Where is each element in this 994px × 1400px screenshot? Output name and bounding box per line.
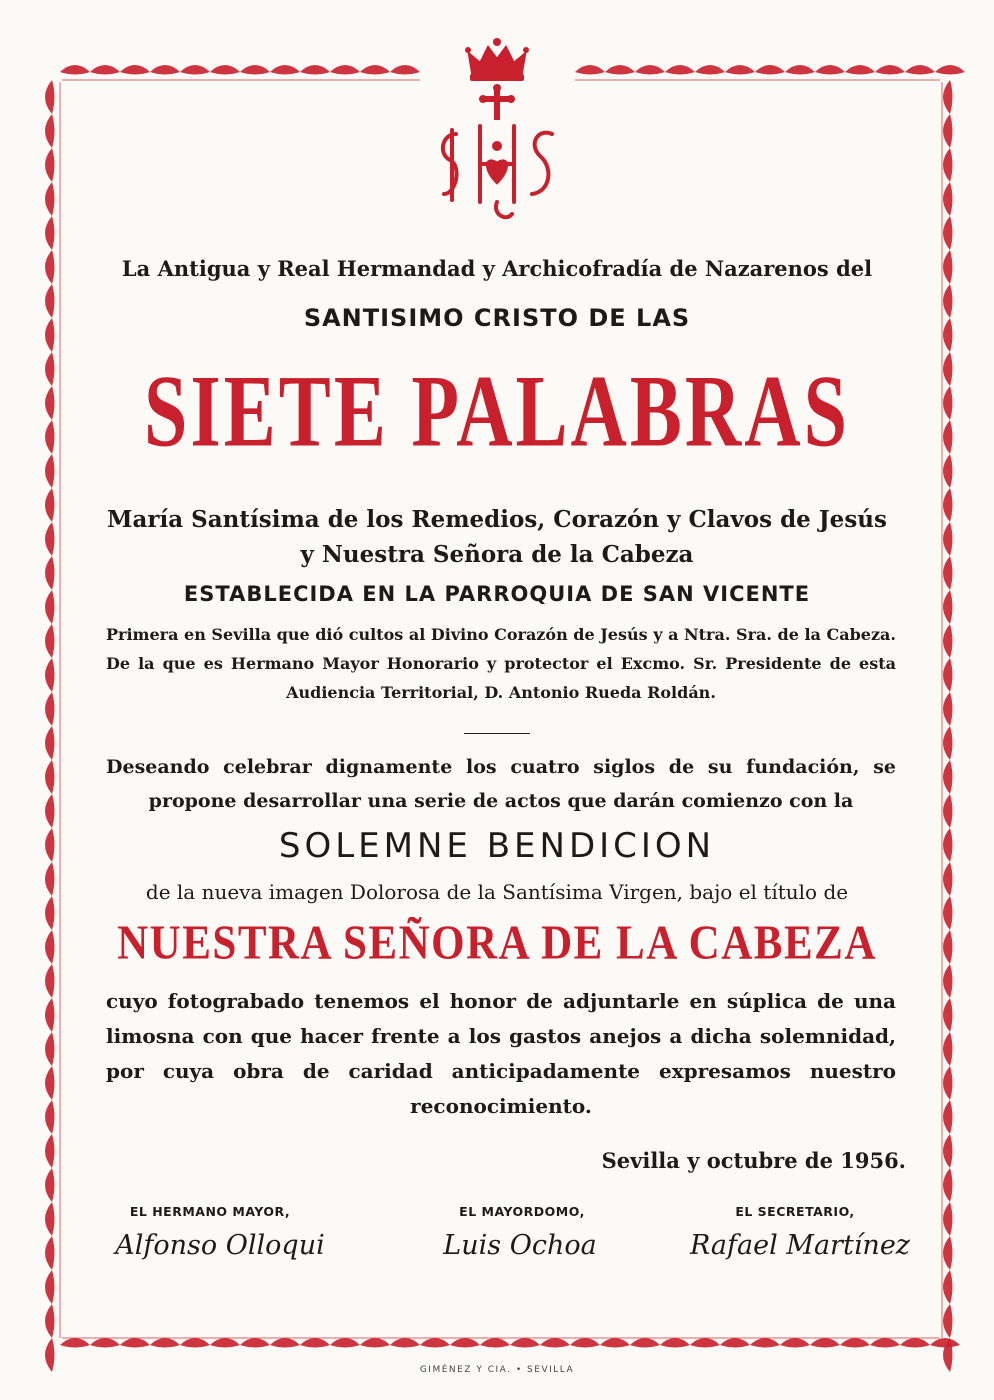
body-paragraph-2: cuyo fotograbado tenemos el honor de adjuntarle en súplica de una limosna con que hacer frente a los gastos anejos a dicha solemnidad, por cuya obra de caridad anticipadamente expresamos nuestro reconocimiento. [106, 989, 896, 1118]
parish-line: ESTABLECIDA EN LA PARROQUIA DE SAN VICENTE [183, 582, 811, 606]
crown-ihs-emblem [422, 34, 572, 234]
signature-secretario: Rafael Martínez [689, 1230, 911, 1261]
signature-mayordomo: Luis Ochoa [443, 1230, 597, 1261]
signatory-role-secretario: EL SECRETARIO, [735, 1204, 855, 1219]
intro-paragraph: Primera en Sevilla que dió cultos al Divino Corazón de Jesús y a Ntra. Sra. de la Cabeza. De la que es Hermano Mayor Honorario y protector el Excmo. Sr. Presidente de esta Audiencia Territorial, D. Antonio Rueda Roldán. [106, 625, 896, 702]
virgin-title: NUESTRA SEÑORA DE LA CABEZA [117, 917, 877, 970]
date-line: Sevilla y octubre de 1956. [601, 1148, 906, 1173]
section-divider [464, 733, 530, 734]
dedication-line-1: María Santísima de los Remedios, Corazón y Clavos de Jesús [107, 506, 887, 533]
body-paragraph-1: Deseando celebrar dignamente los cuatro siglos de su fundación, se propone desarrollar una serie de actos que darán comienzo con la [106, 756, 896, 812]
signatory-role-mayordomo: EL MAYORDOMO, [459, 1204, 585, 1219]
printer-imprint: GIMÉNEZ Y CIA. • SEVILLA [419, 1365, 575, 1375]
event-heading: SOLEMNE BENDICION [278, 826, 716, 866]
page-title: SIETE PALABRAS [144, 353, 850, 469]
brotherhood-intro-line: La Antigua y Real Hermandad y Archicofradía de Nazarenos del [121, 256, 873, 281]
header-subtitle: SANTISIMO CRISTO DE LAS [303, 304, 691, 332]
signature-hermano-mayor: Alfonso Olloqui [115, 1230, 325, 1261]
signatory-role-hermano-mayor: EL HERMANO MAYOR, [129, 1204, 291, 1219]
event-subline: de la nueva imagen Dolorosa de la Santísima Virgen, bajo el título de [145, 880, 849, 904]
dedication-line-2: y Nuestra Señora de la Cabeza [300, 541, 694, 568]
